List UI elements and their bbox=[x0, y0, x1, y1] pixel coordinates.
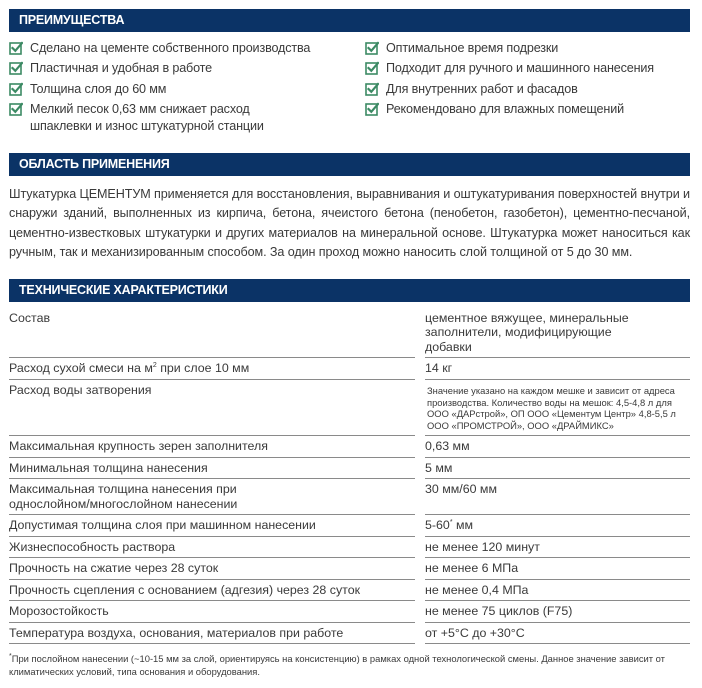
spec-value: не менее 75 циклов (F75) bbox=[425, 601, 690, 623]
advantage-text: Мелкий песок 0,63 мм снижает расход шпаклевки и износ штукатурной станции bbox=[30, 102, 264, 134]
spec-value: цементное вяжущее, минеральные заполнители, модифицирующие добавки bbox=[425, 308, 690, 359]
spec-value bbox=[425, 515, 690, 537]
advantages-lists bbox=[9, 40, 690, 139]
section-header-specs: ТЕХНИЧЕСКИЕ ХАРАКТЕРИСТИКИ bbox=[9, 279, 690, 302]
checkbox-checked-icon bbox=[365, 41, 379, 55]
spec-value: не менее 0,4 МПа bbox=[425, 580, 690, 602]
section-header-advantages: ПРЕИМУЩЕСТВА bbox=[9, 9, 690, 32]
table-row bbox=[9, 458, 690, 480]
table-row bbox=[9, 380, 690, 436]
spec-value: от +5°С до +30°С bbox=[425, 623, 690, 645]
spec-name: Температура воздуха, основания, материалов при работе bbox=[9, 623, 415, 645]
spec-name: Состав bbox=[9, 308, 415, 359]
checkbox-checked-icon bbox=[365, 61, 379, 75]
spec-name-tail: при слое 10 мм bbox=[156, 361, 250, 376]
footnote-marker: * bbox=[9, 653, 12, 661]
spec-name: Минимальная толщина нанесения bbox=[9, 458, 415, 480]
advantage-item bbox=[365, 40, 690, 57]
advantage-item bbox=[9, 60, 365, 77]
advantage-text: Пластичная и удобная в работе bbox=[30, 61, 213, 76]
table-row bbox=[9, 308, 690, 359]
checkbox-checked-icon bbox=[365, 102, 379, 116]
advantage-text: Оптимальное время подрезки bbox=[386, 41, 559, 55]
spec-value: 0,63 мм bbox=[425, 436, 690, 458]
table-row bbox=[9, 515, 690, 537]
footnote bbox=[9, 653, 690, 678]
table-row bbox=[9, 436, 690, 458]
spec-name: Расход воды затворения bbox=[9, 380, 415, 436]
table-row bbox=[9, 358, 690, 380]
advantage-text: Подходит для ручного и машинного нанесения bbox=[386, 61, 654, 76]
spec-name: Морозостойкость bbox=[9, 601, 415, 623]
spec-name: Прочность на сжатие через 28 суток bbox=[9, 558, 415, 580]
advantage-text: Для внутренних работ и фасадов bbox=[386, 81, 578, 96]
advantage-text: Рекомендовано для влажных помещений bbox=[386, 102, 624, 117]
table-row bbox=[9, 623, 690, 645]
advantage-item bbox=[365, 81, 690, 98]
spec-value: не менее 6 МПа bbox=[425, 558, 690, 580]
spec-value: не менее 120 минут bbox=[425, 537, 690, 559]
advantage-item bbox=[9, 40, 365, 57]
spec-value: Значение указано на каждом мешке и зависит от адреса производства. Количество воды на мешок: 4,5-4,8 л для ООО «ДАРстрой», ОП ООО «Цементум Центр» 4,8-5,5 л ООО «ПРОМСТРОЙ», ООО «ДРАЙМИКС» bbox=[425, 380, 690, 436]
table-row bbox=[9, 601, 690, 623]
table-row bbox=[9, 537, 690, 559]
table-row bbox=[9, 558, 690, 580]
advantage-item bbox=[365, 101, 690, 118]
footnote-marker: * bbox=[449, 519, 453, 527]
table-row bbox=[9, 580, 690, 602]
specs-table bbox=[9, 308, 690, 644]
checkbox-checked-icon bbox=[9, 82, 23, 96]
spec-name bbox=[9, 358, 415, 380]
spec-name: Максимальная толщина нанесения при однослойном/многослойном нанесении bbox=[9, 479, 415, 515]
spec-name: Жизнеспособность раствора bbox=[9, 537, 415, 559]
checkbox-checked-icon bbox=[9, 102, 23, 116]
advantages-list-left bbox=[9, 40, 365, 139]
spec-name: Допустимая толщина слоя при машинном нанесении bbox=[9, 515, 415, 537]
advantage-item bbox=[9, 101, 365, 135]
application-paragraph: Штукатурка ЦЕМЕНТУМ применяется для восстановления, выравнивания и оштукатуривания поверхностей внутри и снаружи зданий, выполненных из кирпича, бетона, ячеистого бетона (пенобетон, газобетон), цементно-песчаной, цементно-известковых штукатурки и других материалов на минеральной основе. Штукатурка может наноситься как ручным, так и механизированным способом. За один проход можно наносить слой толщиной от 5 до 30 мм. bbox=[9, 186, 690, 260]
spec-name: Максимальная крупность зерен заполнителя bbox=[9, 436, 415, 458]
advantage-item bbox=[9, 81, 365, 98]
spec-value: 5 мм bbox=[425, 458, 690, 480]
spec-value-text: 5-60 bbox=[425, 518, 450, 533]
advantage-text: Толщина слоя до 60 мм bbox=[30, 81, 167, 96]
spec-name: Прочность сцепления с основанием (адгезия) через 28 суток bbox=[9, 580, 415, 602]
spec-value-tail: мм bbox=[452, 518, 474, 533]
section-header-application: ОБЛАСТЬ ПРИМЕНЕНИЯ bbox=[9, 153, 690, 176]
spec-name-text: Расход сухой смеси на м bbox=[9, 361, 153, 376]
checkbox-checked-icon bbox=[365, 82, 379, 96]
checkbox-checked-icon bbox=[9, 41, 23, 55]
advantage-text: Сделано на цементе собственного производства bbox=[30, 41, 311, 55]
footnote-text: При послойном нанесении (~10-15 мм за слой, ориентируясь на консистенцию) в рамках одной технологической смены. Данное значение зависит от климатических условий, типа основания и оборудования. bbox=[9, 653, 665, 677]
spec-value: 30 мм/60 мм bbox=[425, 479, 690, 515]
checkbox-checked-icon bbox=[9, 61, 23, 75]
spec-value: 14 кг bbox=[425, 358, 690, 380]
advantages-list-right bbox=[365, 40, 690, 139]
advantage-item bbox=[365, 60, 690, 77]
table-row bbox=[9, 479, 690, 515]
superscript: 2 bbox=[152, 362, 157, 370]
